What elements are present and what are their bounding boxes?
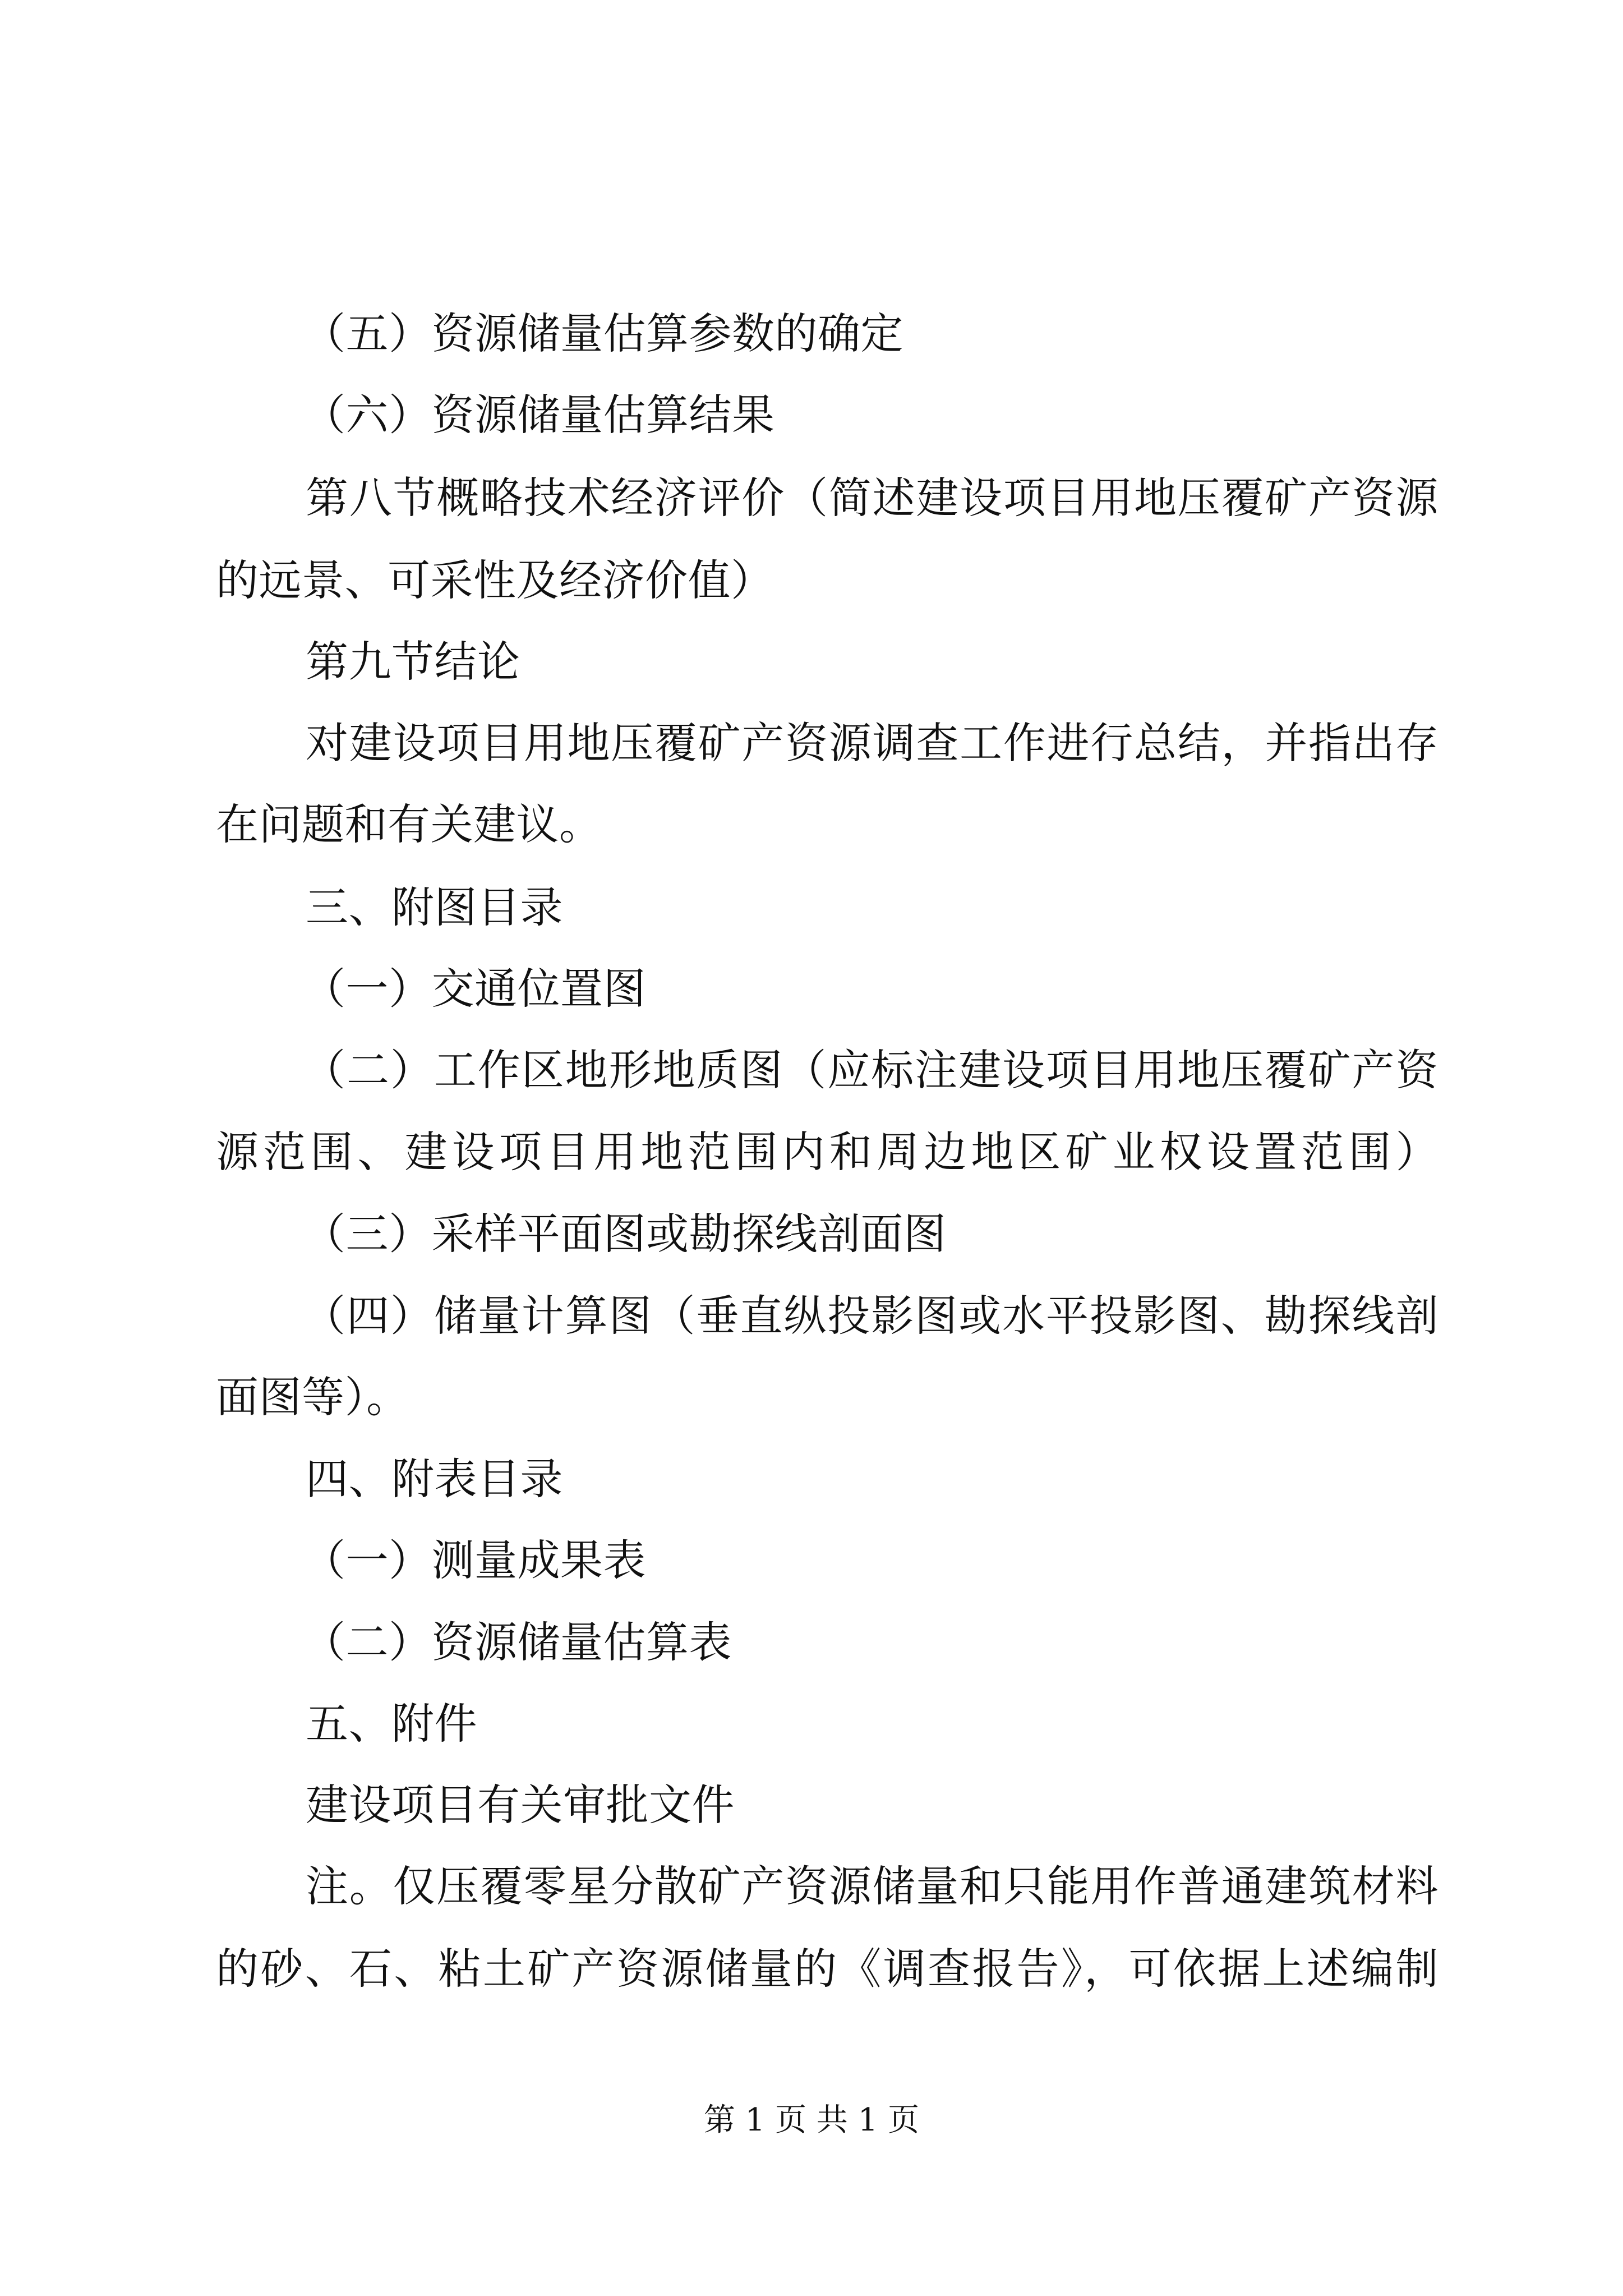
figure-item-4-line-2: 面图等）。 <box>216 1372 409 1422</box>
attachments-heading: 五、附件 <box>306 1699 477 1749</box>
figure-item-2-line-1: （二）工作区地形地质图（应标注建设项目用地压覆矿产资 <box>303 1045 1438 1095</box>
table-item-1: （一）测量成果表 <box>303 1535 646 1585</box>
conclusion-line-2: 在问题和有关建议。 <box>216 799 602 849</box>
attachment-item: 建设项目有关审批文件 <box>306 1780 735 1830</box>
figure-item-2-line-2: 源范围、建设项目用地范围内和周边地区矿业权设置范围） <box>216 1127 1438 1177</box>
note-line-2: 的砂、石、粘土矿产资源储量的《调查报告》，可依据上述编制 <box>216 1944 1438 1994</box>
section-5-item: （五）资源储量估算参数的确定 <box>303 309 903 358</box>
section-8-heading-line-1: 第八节概略技术经济评价（简述建设项目用地压覆矿产资源 <box>306 473 1438 523</box>
page-footer: 第 1 页 共 1 页 <box>703 2102 920 2138</box>
figure-item-1: （一）交通位置图 <box>303 964 646 1014</box>
note-line-1: 注。仅压覆零星分散矿产资源储量和只能用作普通建筑材料 <box>306 1861 1438 1911</box>
conclusion-line-1: 对建设项目用地压覆矿产资源调查工作进行总结，并指出存 <box>306 718 1438 768</box>
table-item-2: （二）资源储量估算表 <box>303 1617 732 1667</box>
appendix-figures-heading: 三、附图目录 <box>306 882 563 932</box>
appendix-tables-heading: 四、附表目录 <box>306 1454 563 1504</box>
figure-item-4-line-1: （四）储量计算图（垂直纵投影图或水平投影图、勘探线剖 <box>303 1291 1438 1341</box>
section-6-item: （六）资源储量估算结果 <box>303 390 775 440</box>
section-9-heading: 第九节结论 <box>306 637 520 687</box>
figure-item-3: （三）采样平面图或勘探线剖面图 <box>303 1209 947 1259</box>
section-8-heading-line-2: 的远景、可采性及经济价值） <box>216 555 774 605</box>
